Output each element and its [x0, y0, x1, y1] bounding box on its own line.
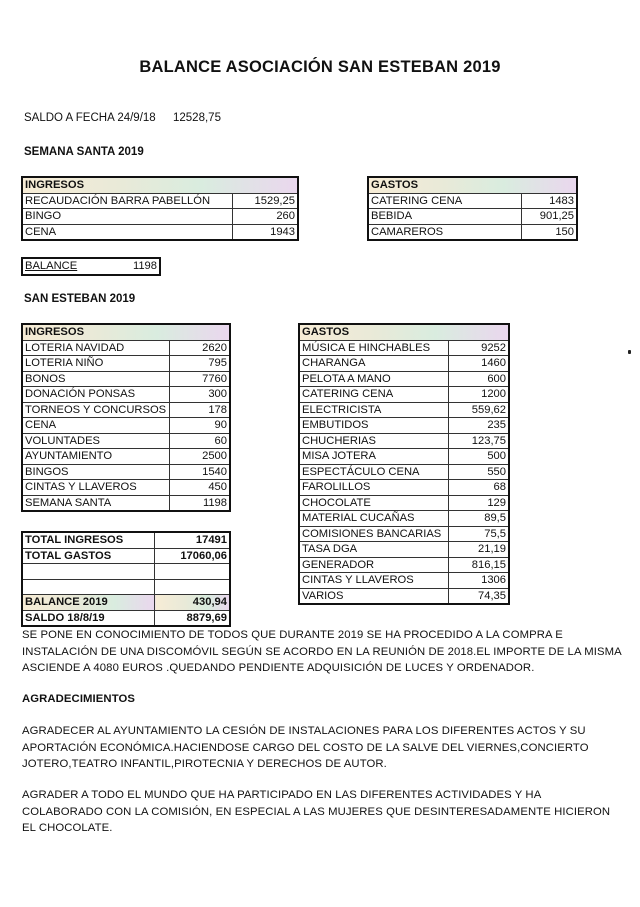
table-row: RECAUDACIÓN BARRA PABELLÓN 1529,25	[22, 193, 298, 209]
table-row: ESPECTÁCULO CENA 550	[299, 464, 509, 480]
se-ingresos-table	[21, 323, 231, 512]
semana-santa-row: SEMANA SANTA 1198	[22, 495, 230, 511]
table-row: LOTERIA NIÑO 795	[22, 356, 230, 372]
total-gastos-row: TOTAL GASTOS 17060,06	[22, 548, 230, 564]
ss-gastos-table	[367, 176, 578, 241]
table-row: CINTAS Y LLAVEROS 450	[22, 480, 230, 496]
se-gastos-table	[298, 323, 510, 605]
agradecimientos-paragraph-1: AGRADECER AL AYUNTAMIENTO LA CESIÓN DE INSTALACIONES PARA LOS DIFERENTES ACTOS Y SU APORTACIÓN ECONÓMICA.HACIENDOSE CARGO DEL COSTO DE LA SALVE DEL VIERNES,CONCIERTO JOTERO,TEATRO INFANTIL,PIROTECNIA Y DERECHOS DE AUTOR.	[22, 725, 589, 770]
table-row: BEBIDA 901,25	[368, 209, 577, 225]
table-row: TORNEOS Y CONCURSOS 178	[22, 402, 230, 418]
se-ingresos-header: INGRESOS	[22, 324, 230, 340]
discomovil-paragraph: SE PONE EN CONOCIMIENTO DE TODOS QUE DURANTE 2019 SE HA PROCEDIDO A LA COMPRA E INSTALACIÓN DE UNA DISCOMÓVIL SEGÚN SE ACORDO EN LA REUNIÓN DE 2018.EL IMPORTE DE LA MISMA ASCIENDE A 4080 EUROS .QUEDANDO PENDIENTE ADQUISICIÓN DE LUCES Y ORDENADOR.	[22, 629, 622, 674]
ss-gastos-header: GASTOS	[368, 177, 577, 193]
table-row: COMISIONES BANCARIAS 75,5	[299, 526, 509, 542]
ss-balance-label: BALANCE	[22, 258, 114, 275]
table-row: CINTAS Y LLAVEROS 1306	[299, 573, 509, 589]
table-row: VOLUNTADES 60	[22, 433, 230, 449]
table-row: BINGOS 1540	[22, 464, 230, 480]
table-row: FAROLILLOS 68	[299, 480, 509, 496]
table-row: MISA JOTERA 500	[299, 449, 509, 465]
table-row: CHOCOLATE 129	[299, 495, 509, 511]
table-row: VARIOS 74,35	[299, 588, 509, 604]
ss-balance-box	[21, 257, 161, 276]
table-row: GENERADOR 816,15	[299, 557, 509, 573]
table-row: PELOTA A MANO 600	[299, 371, 509, 387]
san-esteban-heading: SAN ESTEBAN 2019	[24, 293, 136, 305]
balance-2019-row: BALANCE 2019 430,94	[22, 595, 230, 611]
table-row: DONACIÓN PONSAS 300	[22, 387, 230, 403]
totales-table	[21, 531, 231, 627]
table-row: BINGO 260	[22, 209, 298, 225]
total-ingresos-row: TOTAL INGRESOS 17491	[22, 532, 230, 548]
semana-santa-heading: SEMANA SANTA 2019	[24, 146, 144, 158]
table-row: CENA 1943	[22, 224, 298, 240]
agradecimientos-paragraph-2: AGRADER A TODO EL MUNDO QUE HA PARTICIPADO EN LAS DIFERENTES ACTIVIDADES Y HA COLABORADO CON LA COMISIÓN, EN ESPECIAL A LAS MUJERES QUE DESINTERESADAMENTE HICIERON EL CHOCOLATE.	[22, 789, 611, 834]
ss-balance-value: 1198	[114, 258, 160, 275]
se-gastos-header: GASTOS	[299, 324, 509, 340]
table-row: TASA DGA 21,19	[299, 542, 509, 558]
table-row: EMBUTIDOS 235	[299, 418, 509, 434]
table-row: CATERING CENA 1483	[368, 193, 577, 209]
saldo-row: SALDO 18/8/19 8879,69	[22, 610, 230, 626]
table-row: CHUCHERIAS 123,75	[299, 433, 509, 449]
table-row: CATERING CENA 1200	[299, 387, 509, 403]
table-row: LOTERIA NAVIDAD 2620	[22, 340, 230, 356]
table-row: MÚSICA E HINCHABLES 9252	[299, 340, 509, 356]
table-row: CENA 90	[22, 418, 230, 434]
saldo-value: 12528,75	[173, 112, 221, 124]
table-row: BONOS 7760	[22, 371, 230, 387]
ss-ingresos-header: INGRESOS	[22, 177, 298, 193]
saldo-label: SALDO A FECHA 24/9/18	[24, 112, 156, 124]
scan-speck	[628, 350, 631, 354]
table-row: MATERIAL CUCAÑAS 89,5	[299, 511, 509, 527]
table-row: AYUNTAMIENTO 2500	[22, 449, 230, 465]
agradecimientos-heading: AGRADECIMIENTOS	[22, 693, 136, 705]
page-title: BALANCE ASOCIACIÓN SAN ESTEBAN 2019	[139, 58, 501, 76]
ss-ingresos-table	[21, 176, 299, 241]
table-row: CAMAREROS 150	[368, 224, 577, 240]
table-row: CHARANGA 1460	[299, 356, 509, 372]
table-row: ELECTRICISTA 559,62	[299, 402, 509, 418]
